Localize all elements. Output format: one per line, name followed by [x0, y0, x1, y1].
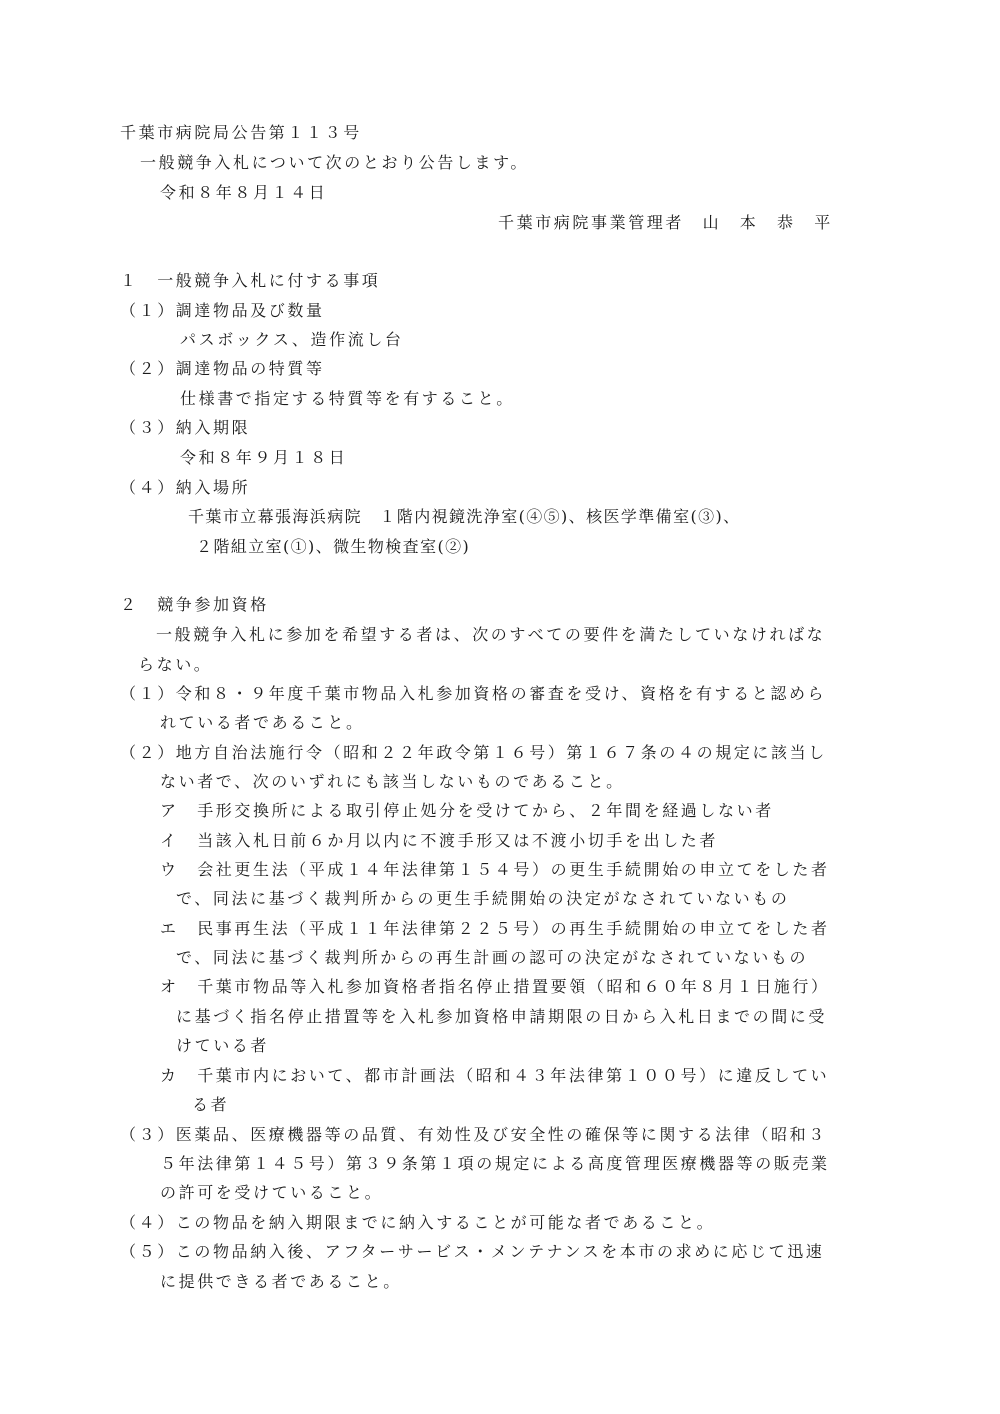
- notice-date: 令和８年８月１４日: [160, 183, 328, 202]
- section-2-intro-line-2: らない。: [138, 655, 213, 674]
- sub-item-o-line-1: オ 千葉市物品等入札参加資格者指名停止措置要領（昭和６０年８月１日施行）: [160, 977, 830, 996]
- sub-item-ka-line-2: る者: [192, 1095, 230, 1114]
- item-4-label: （４）納入場所: [120, 478, 251, 497]
- item-1-label: （１）調達物品及び数量: [120, 301, 325, 320]
- intro-text: 一般競争入札について次のとおり公告します。: [140, 153, 530, 172]
- issuer-name: 千葉市病院事業管理者 山 本 恭 平: [498, 213, 833, 232]
- item-2-label: （２）調達物品の特質等: [120, 359, 325, 378]
- qualification-3-line-1: （３）医薬品、医療機器等の品質、有効性及び安全性の確保等に関する法律（昭和３: [120, 1125, 827, 1144]
- qualification-5-line-2: に提供できる者であること。: [160, 1272, 402, 1291]
- sub-item-e-line-2: で、同法に基づく裁判所からの再生計画の認可の決定がなされていないもの: [176, 948, 809, 967]
- item-3-text: 令和８年９月１８日: [180, 448, 348, 467]
- item-4-text-line-2: ２階組立室(①)、微生物検査室(②): [196, 537, 471, 556]
- section-2-intro-line-1: 一般競争入札に参加を希望する者は、次のすべての要件を満たしていなければな: [156, 625, 826, 644]
- sub-item-o-line-3: けている者: [176, 1036, 270, 1055]
- sub-item-u-line-1: ウ 会社更生法（平成１４年法律第１５４号）の更生手続開始の申立てをした者: [160, 860, 830, 879]
- qualification-3-line-3: の許可を受けていること。: [160, 1183, 384, 1202]
- item-3-label: （３）納入期限: [120, 418, 251, 437]
- notice-number: 千葉市病院局公告第１１３号: [120, 123, 362, 142]
- sub-item-u-line-2: で、同法に基づく裁判所からの更生手続開始の決定がなされていないもの: [176, 889, 790, 908]
- sub-item-a: ア 手形交換所による取引停止処分を受けてから、２年間を経過しない者: [160, 801, 774, 820]
- sub-item-e-line-1: エ 民事再生法（平成１１年法律第２２５号）の再生手続開始の申立てをした者: [160, 919, 830, 938]
- qualification-1-line-1: （１）令和８・９年度千葉市物品入札参加資格の審査を受け、資格を有すると認めら: [120, 684, 827, 703]
- item-1-text: パスボックス、造作流し台: [180, 330, 404, 349]
- section-1-heading: １ 一般競争入札に付する事項: [120, 271, 381, 290]
- qualification-5-line-1: （５）この物品納入後、アフターサービス・メンテナンスを本市の求めに応じて迅速: [120, 1242, 825, 1261]
- sub-item-i: イ 当該入札日前６か月以内に不渡手形又は不渡小切手を出した者: [160, 831, 719, 850]
- item-2-text: 仕様書で指定する特質等を有すること。: [180, 389, 515, 408]
- sub-item-o-line-2: に基づく指名停止措置等を入札参加資格申請期限の日から入札日までの間に受: [176, 1007, 828, 1026]
- item-4-text-line-1: 千葉市立幕張海浜病院 １階内視鏡洗浄室(④⑤)、核医学準備室(③)、: [188, 507, 741, 526]
- qualification-2-line-1: （２）地方自治法施行令（昭和２２年政令第１６号）第１６７条の４の規定に該当し: [120, 743, 827, 762]
- section-2-heading: ２ 競争参加資格: [120, 595, 269, 614]
- sub-item-ka-line-1: カ 千葉市内において、都市計画法（昭和４３年法律第１００号）に違反してい: [160, 1066, 830, 1085]
- qualification-2-line-2: ない者で、次のいずれにも該当しないものであること。: [160, 772, 625, 791]
- qualification-1-line-2: れている者であること。: [160, 713, 365, 732]
- qualification-3-line-2: ５年法律第１４５号）第３９条第１項の規定による高度管理医療機器等の販売業: [160, 1154, 830, 1173]
- qualification-4: （４）この物品を納入期限までに納入することが可能な者であること。: [120, 1213, 716, 1232]
